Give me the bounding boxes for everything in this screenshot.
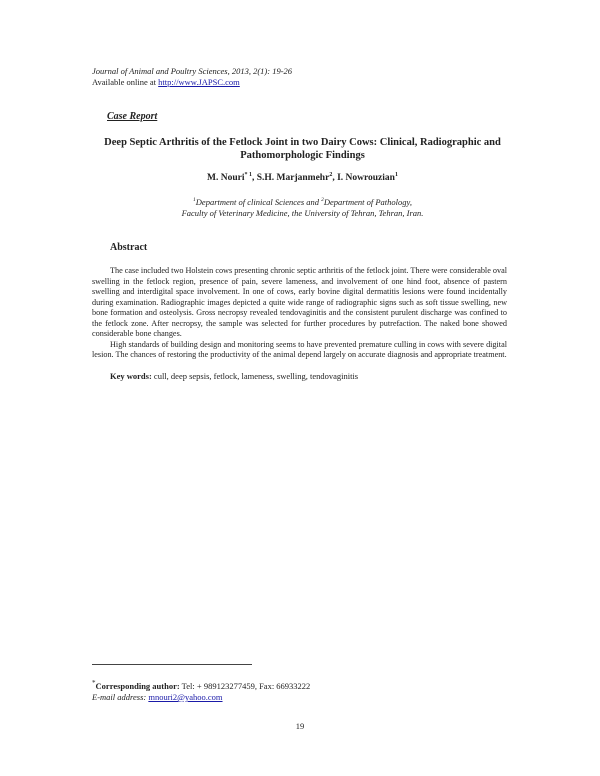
corresponding-line xyxy=(92,678,310,692)
keywords-text: cull, deep sepsis, fetlock, lameness, swelling, tendovaginitis xyxy=(151,371,359,381)
availability-prefix: Available online at xyxy=(92,77,159,87)
email-label: E-mail address: xyxy=(92,691,147,702)
abstract-body xyxy=(92,266,507,361)
author-name: S.H. Marjanmehr xyxy=(256,173,330,184)
author-superscript: 1 xyxy=(394,172,398,178)
footnote-star: * xyxy=(92,679,96,687)
keywords-label: Key words: xyxy=(110,371,152,381)
abstract-paragraph: The case included two Holstein cows presenting chronic septic arthritis of the fetlock joint. There were considerable oval swelling in the fetlock region, presence of pain, severe lameness, and involvement of one hind foot, absence of pastern swelling and interdigital space involvement. In one of cows, early bovine digital dermatitis lesions were found incidentally during examination. Radiographic images depicted a quite wide range of radiographic signs such as soft tissue swelling, new bone formation and osteolysis. Gross necropsy revealed tendovaginitis and the consistent purulent discharge was confined to the fetlock zone. After necropsy, the sample was selected for further procedures by putrefaction. The naked bone showed considerable bone changes. xyxy=(92,266,507,338)
corresponding-label: Corresponding author: xyxy=(95,680,180,691)
paper-title: Deep Septic Arthritis of the Fetlock Joint in two Dairy Cows: Clinical, Radiographic and Pathomorphologic Findings xyxy=(104,137,501,161)
keywords xyxy=(110,371,358,381)
author-name: M. Nouri xyxy=(207,173,245,184)
page-number: 19 xyxy=(295,721,305,731)
journal-url-link[interactable]: http://www.JAPSC.com xyxy=(158,77,240,87)
abstract-paragraph: High standards of building design and monitoring seems to have prevented premature culling in cows with severe digital lesion. The chances of restoring the productivity of the animal depend largely on accurate diagnosis and appropriate treatment. xyxy=(92,339,507,359)
corresponding-footnote xyxy=(92,678,310,703)
article-type: Case Report xyxy=(107,111,158,122)
email-line xyxy=(92,692,310,703)
author-name: I. Nowrouzian xyxy=(337,173,395,184)
author-superscript: 2 xyxy=(329,172,333,178)
journal-citation: Journal of Animal and Poultry Sciences, 2013, 2(1): 19-26 xyxy=(92,66,293,76)
abstract-heading: Abstract xyxy=(110,242,148,253)
availability-line xyxy=(92,77,240,88)
affiliation-line-1: $^1$Department of clinical Sciences and $^2$Department of Pathology, xyxy=(193,196,412,207)
footnote-divider xyxy=(92,664,252,665)
email-link[interactable]: mnouri2@yahoo.com xyxy=(148,691,223,702)
corresponding-contact: Tel: + 989123277459, Fax: 66933222 xyxy=(179,680,311,691)
author-superscript: * 1 xyxy=(244,172,252,178)
affiliation-line-2: Faculty of Veterinary Medicine, the University of Tehran, Tehran, Iran. xyxy=(181,207,424,218)
affiliations xyxy=(100,195,505,219)
author-list: M. Nouri$^{* 1}$, S.H. Marjanmehr$^2$, I. Nowrouzian$^1$ xyxy=(207,172,398,184)
